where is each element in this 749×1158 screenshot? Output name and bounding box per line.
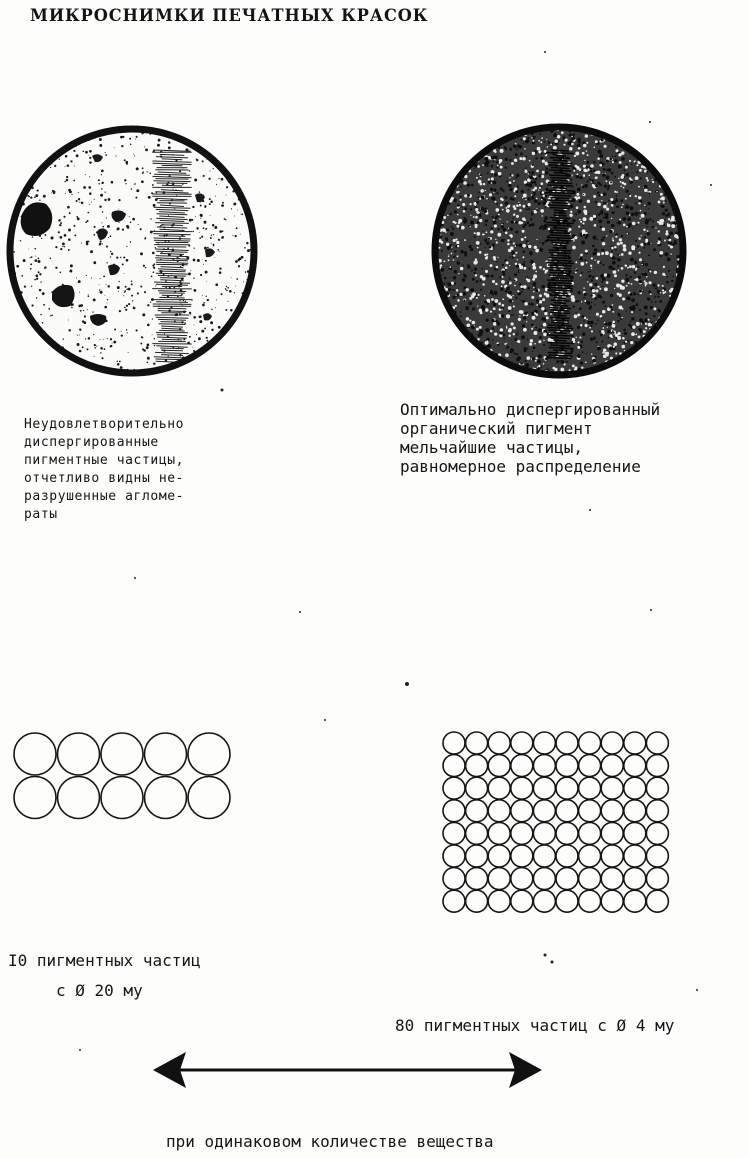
particle-circle xyxy=(466,777,488,799)
particle-circle xyxy=(488,732,510,754)
particle-circle xyxy=(488,822,510,844)
particle-circle xyxy=(466,845,488,867)
particle-circle xyxy=(579,732,601,754)
particle-circle xyxy=(488,868,510,890)
particle-circle xyxy=(579,890,601,912)
particle-circle xyxy=(101,777,143,819)
caption-left-line: диспергированные xyxy=(24,435,159,450)
caption-left-line: разрушенные агломе- xyxy=(24,489,185,504)
caption-left-line: отчетливо видны не- xyxy=(24,471,185,486)
particle-circle xyxy=(624,800,646,822)
particle-circle xyxy=(556,800,578,822)
micrograph-poorly-dispersed xyxy=(10,128,256,373)
particle-circle xyxy=(601,845,623,867)
particle-circle xyxy=(646,777,668,799)
particle-circle xyxy=(646,822,668,844)
particle-circle xyxy=(624,822,646,844)
coarse-particle-label xyxy=(8,946,201,1006)
particle-circle xyxy=(624,845,646,867)
particle-circle xyxy=(579,800,601,822)
particle-circle xyxy=(443,732,465,754)
particle-circle xyxy=(443,845,465,867)
particle-circle xyxy=(646,800,668,822)
caption-left-line: пигментные частицы, xyxy=(24,453,185,468)
particle-circle xyxy=(511,755,533,777)
particle-circle xyxy=(579,868,601,890)
caption-poorly-dispersed xyxy=(24,416,184,524)
particle-circle xyxy=(488,890,510,912)
particle-circle xyxy=(624,755,646,777)
particle-circle xyxy=(601,868,623,890)
particle-circle xyxy=(466,800,488,822)
particle-circle xyxy=(488,755,510,777)
particle-circle xyxy=(556,845,578,867)
particle-circle xyxy=(579,777,601,799)
particle-circle xyxy=(14,777,56,819)
particle-circle xyxy=(466,868,488,890)
particle-circle xyxy=(511,868,533,890)
particle-circle xyxy=(58,733,100,775)
particle-circle xyxy=(488,800,510,822)
particle-circle xyxy=(624,732,646,754)
particle-circle xyxy=(646,732,668,754)
particle-circle xyxy=(466,755,488,777)
particle-circle xyxy=(511,890,533,912)
caption-optimally-dispersed xyxy=(400,400,660,476)
particle-circle xyxy=(488,845,510,867)
particle-circle xyxy=(58,777,100,819)
coarse-particle-grid xyxy=(14,733,230,819)
particle-circle xyxy=(646,845,668,867)
particle-circle xyxy=(533,868,555,890)
particle-circle xyxy=(533,890,555,912)
particle-circle xyxy=(145,777,187,819)
micrograph-optimally-dispersed xyxy=(433,125,684,376)
particle-circle xyxy=(579,845,601,867)
coarse-label-line: I0 пигментных частиц xyxy=(8,951,201,970)
particle-circle xyxy=(443,800,465,822)
particle-circle xyxy=(601,890,623,912)
particle-circle xyxy=(646,755,668,777)
particle-circle xyxy=(488,777,510,799)
particle-circle xyxy=(511,800,533,822)
particle-circle xyxy=(443,890,465,912)
particle-circle xyxy=(443,777,465,799)
caption-right-line: мельчайшие частицы, xyxy=(400,438,584,457)
particle-circle xyxy=(646,890,668,912)
particle-circle xyxy=(101,733,143,775)
particle-circle xyxy=(533,800,555,822)
particle-circle xyxy=(556,890,578,912)
caption-left-line: Неудовлетворительно xyxy=(24,417,185,432)
particle-circle xyxy=(533,822,555,844)
double-arrow xyxy=(153,1052,542,1088)
caption-right-line: равномерное распределение xyxy=(400,457,641,476)
caption-right-line: Оптимально диспергированный xyxy=(400,400,661,419)
particle-circle xyxy=(145,733,187,775)
particle-circle xyxy=(624,868,646,890)
fine-particle-grid xyxy=(443,732,668,912)
particle-circle xyxy=(556,777,578,799)
particle-circle xyxy=(579,755,601,777)
particle-circle xyxy=(466,822,488,844)
particle-circle xyxy=(624,777,646,799)
particle-circle xyxy=(624,890,646,912)
coarse-label-line: с Ø 20 му xyxy=(56,981,143,1000)
caption-left-line: раты xyxy=(24,507,58,522)
particle-circle xyxy=(533,755,555,777)
particle-circle xyxy=(511,822,533,844)
particle-circle xyxy=(601,822,623,844)
particle-circle xyxy=(579,822,601,844)
particle-circle xyxy=(601,755,623,777)
footer-note: при одинаковом количестве вещества xyxy=(166,1132,494,1151)
particle-circle xyxy=(601,800,623,822)
particle-circle xyxy=(443,822,465,844)
particle-circle xyxy=(556,755,578,777)
particle-circle xyxy=(188,777,230,819)
particle-circle xyxy=(14,733,56,775)
caption-right-line: органический пигмент xyxy=(400,419,593,438)
particle-circle xyxy=(533,777,555,799)
particle-circle xyxy=(188,733,230,775)
particle-circle xyxy=(443,868,465,890)
particle-circle xyxy=(466,732,488,754)
particle-circle xyxy=(511,732,533,754)
particle-circle xyxy=(556,732,578,754)
particle-circle xyxy=(533,732,555,754)
particle-circle xyxy=(646,868,668,890)
fine-particle-label: 80 пигментных частиц с Ø 4 му xyxy=(395,1016,675,1035)
particle-circle xyxy=(601,777,623,799)
particle-circle xyxy=(533,845,555,867)
particle-circle xyxy=(601,732,623,754)
particle-circle xyxy=(556,822,578,844)
particle-circle xyxy=(443,755,465,777)
particle-circle xyxy=(556,868,578,890)
particle-circle xyxy=(511,777,533,799)
page-title: МИКРОСНИМКИ ПЕЧАТНЫХ КРАСОК xyxy=(30,6,429,26)
particle-circle xyxy=(511,845,533,867)
particle-circle xyxy=(466,890,488,912)
